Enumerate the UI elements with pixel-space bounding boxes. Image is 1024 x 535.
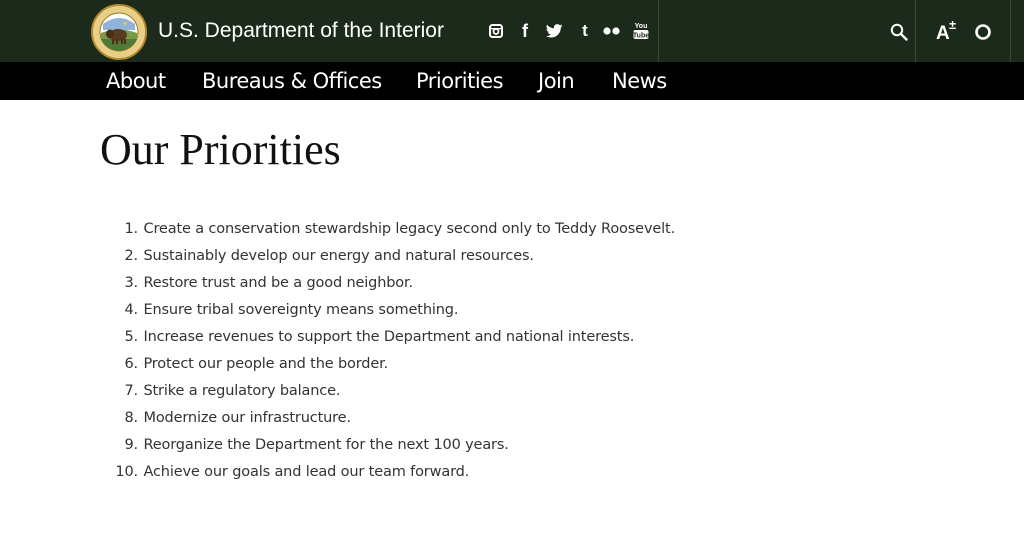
list-item [112, 351, 675, 378]
list-item-number: 8. [124, 410, 138, 426]
list-item-number: 4. [124, 302, 138, 318]
list-item [112, 216, 675, 243]
list-item-number: 6. [124, 356, 138, 372]
nav-item-about[interactable]: About [106, 69, 166, 93]
site-title[interactable]: U.S. Department of the Interior [158, 19, 444, 42]
twitter-link[interactable] [544, 18, 564, 44]
nav-item-news[interactable]: News [612, 69, 667, 93]
font-size-icon [933, 17, 959, 44]
list-item-text: Modernize our infrastructure. [143, 410, 351, 426]
site-header [0, 0, 1024, 62]
list-item-text: Strike a regulatory balance. [143, 383, 341, 399]
contrast-button[interactable] [971, 17, 995, 47]
list-item-text: Reorganize the Department for the next 100 years. [143, 437, 509, 453]
list-item-text: Increase revenues to support the Department and national interests. [143, 329, 635, 345]
list-item [112, 378, 675, 405]
contrast-icon [974, 23, 992, 41]
facebook-link[interactable] [516, 18, 534, 44]
nav-item-bureaus-offices[interactable]: Bureaus & Offices [202, 69, 382, 93]
facebook-icon: f [522, 20, 528, 41]
list-item-number: 9. [124, 437, 138, 453]
list-item-text: Restore trust and be a good neighbor. [143, 275, 413, 291]
tumblr-icon: t [582, 21, 588, 40]
page-title: Our Priorities [100, 125, 341, 174]
list-item-text: Sustainably develop our energy and natural resources. [143, 248, 534, 264]
youtube-icon [633, 21, 649, 41]
list-item-number: 10. [115, 464, 138, 480]
list-item-text: Achieve our goals and lead our team forward. [143, 464, 470, 480]
search-icon [890, 23, 908, 41]
nav-item-priorities[interactable]: Priorities [416, 69, 504, 93]
list-item [112, 297, 675, 324]
list-item [112, 243, 675, 270]
list-item [112, 405, 675, 432]
list-item [112, 432, 675, 459]
svg-text:Tube: Tube [633, 32, 649, 40]
header-divider [1010, 0, 1011, 62]
doi-seal-logo[interactable] [91, 4, 147, 60]
youtube-link[interactable] [631, 18, 651, 44]
list-item-number: 5. [124, 329, 138, 345]
doi-seal-bison-icon [93, 6, 145, 58]
list-item-number: 3. [124, 275, 138, 291]
list-item-number: 2. [124, 248, 138, 264]
main-nav [0, 62, 1024, 100]
nav-item-join[interactable]: Join [538, 69, 575, 93]
instagram-link[interactable] [487, 18, 505, 44]
font-size-button[interactable] [932, 17, 960, 47]
header-divider [658, 0, 659, 62]
list-item-text: Create a conservation stewardship legacy second only to Teddy Roosevelt. [143, 221, 676, 237]
instagram-icon [489, 24, 503, 38]
font-size-sign: ± [949, 17, 957, 32]
priority-list [112, 216, 675, 486]
twitter-icon [546, 24, 563, 38]
flickr-icon [603, 27, 621, 35]
list-item [112, 459, 675, 486]
list-item-text: Ensure tribal sovereignty means something. [143, 302, 459, 318]
list-item-number: 7. [124, 383, 138, 399]
list-item-text: Protect our people and the border. [143, 356, 389, 372]
flickr-link[interactable] [602, 18, 622, 44]
list-item [112, 324, 675, 351]
search-button[interactable] [886, 17, 912, 47]
header-divider [915, 0, 916, 62]
font-size-letter: A [936, 23, 950, 44]
list-item [112, 270, 675, 297]
list-item-number: 1. [124, 221, 138, 237]
tumblr-link[interactable] [576, 18, 594, 44]
svg-text:You: You [634, 23, 648, 30]
